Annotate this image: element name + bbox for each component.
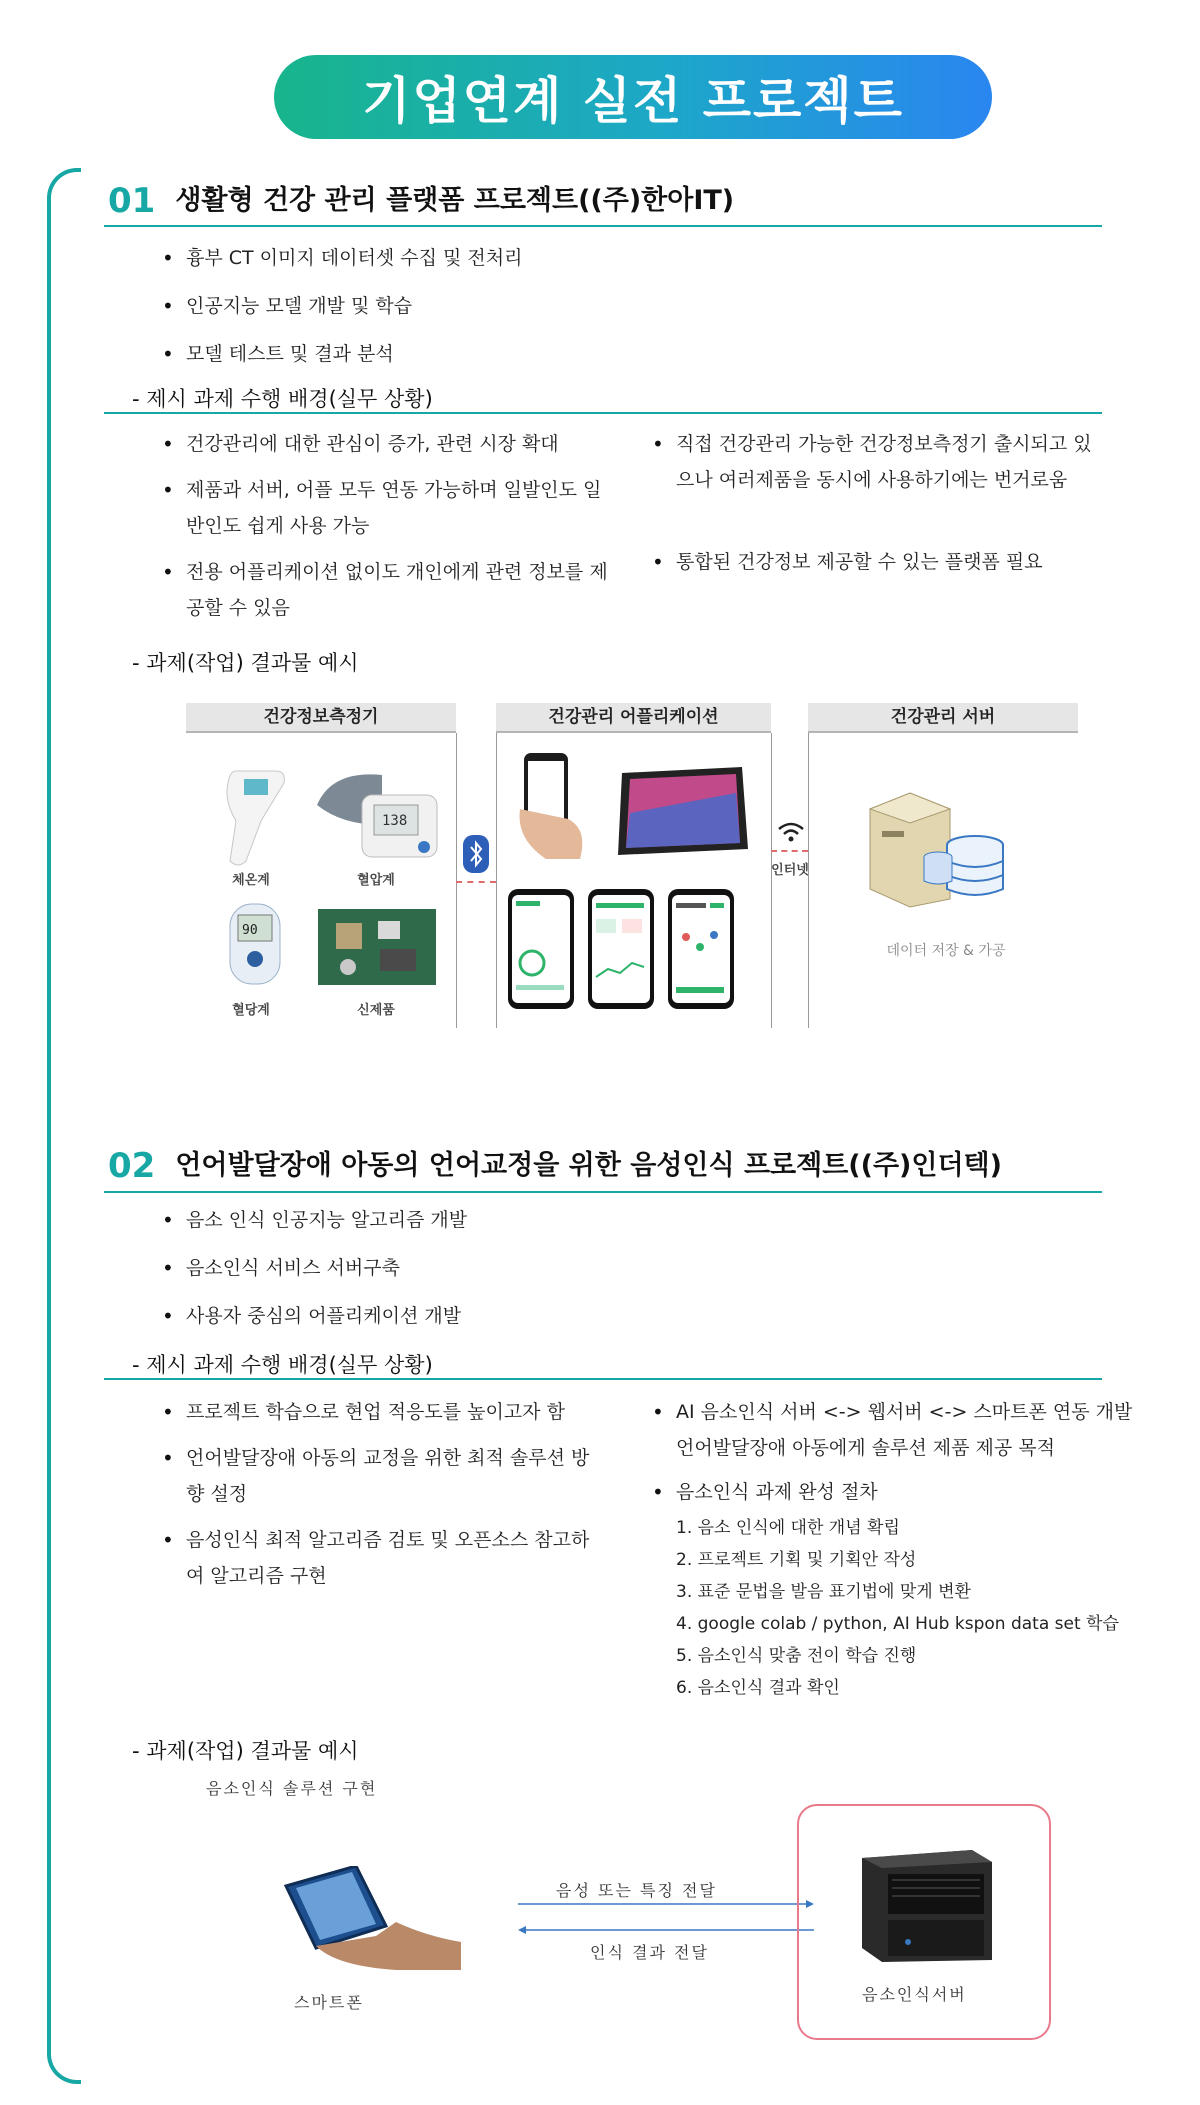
server-tower-icon [852,1844,1002,1964]
app-screen-icon [666,887,736,1013]
arrow-label-top: 음성 또는 특징 전달 [556,1881,717,1900]
thermometer-icon [206,761,296,871]
smartphone-label: 스마트폰 [294,1993,364,2012]
server-caption: 데이터 저장 & 가공 [886,943,1006,959]
server-database-icon [860,789,1010,909]
app-screen-icon [586,887,656,1013]
column-header: 건강관리 어플리케이션 [496,703,771,733]
blood-pressure-monitor-icon [312,765,442,865]
list-item: • 음소 인식 인공지능 알고리즘 개발 [160,1196,860,1244]
svg-text:138: 138 [382,813,408,829]
project-number: 02 [108,1146,156,1186]
bluetooth-icon [463,835,489,873]
background-list-right [650,426,1100,580]
divider [104,225,1102,227]
background-heading: - 제시 과제 수행 배경(실무 상황) [132,387,433,411]
svg-text:90: 90 [242,923,258,938]
task-list [160,234,860,378]
result-heading: - 과제(작업) 결과물 예시 [132,651,359,675]
list-item: 2. 프로젝트 기획 및 기획안 작성 [676,1550,917,1570]
list-item: • AI 음소인식 서버 <-> 웹서버 <-> 스마트폰 연동 개발 언어발달장애 아동에게 솔루션 제품 제공 목적 [650,1394,1140,1466]
column-header: 건강관리 서버 [808,703,1078,733]
list-item: • 통합된 건강정보 제공할 수 있는 플랫폼 필요 [650,544,1100,580]
list-item: • 인공지능 모델 개발 및 학습 [160,282,860,330]
page-title: 기업연계 실전 프로젝트 [274,55,992,139]
result-heading: - 과제(작업) 결과물 예시 [132,1739,359,1763]
list-item: • 음소인식 과제 완성 절차 [650,1474,1140,1510]
list-item: 5. 음소인식 맞춤 전이 학습 진행 [676,1646,917,1666]
project-title: 생활형 건강 관리 플랫폼 프로젝트((주)한아IT) [175,185,735,216]
task-list [160,1196,860,1340]
procedure-steps [676,1512,1176,1704]
project-number: 01 [108,181,156,221]
list-item: • 음성인식 최적 알고리즘 검토 및 오픈소스 참고하여 알고리즘 구현 [160,1522,590,1594]
divider [104,1378,1102,1380]
divider [104,1191,1102,1193]
device-label: 체온계 [232,873,270,888]
link-label: 인터넷 [771,863,809,878]
list-item: • 직접 건강관리 가능한 건강정보측정기 출시되고 있으나 여러제품을 동시에 사용하기에는 번거로움 [650,426,1100,498]
glucose-meter-icon [220,899,290,989]
arrow-label-bottom: 인식 결과 전달 [590,1943,709,1962]
background-list-left [160,1394,590,1594]
list-item: • 건강관리에 대한 관심이 증가, 관련 시장 확대 [160,426,610,462]
list-item: 1. 음소 인식에 대한 개념 확립 [676,1518,900,1538]
device-label: 혈당계 [232,1003,270,1018]
project-title: 언어발달장애 아동의 언어교정을 위한 음성인식 프로젝트((주)인더텍) [175,1150,1002,1181]
divider [104,412,1102,414]
background-list-left [160,426,610,626]
tablet-icon [610,763,750,859]
list-item: • 전용 어플리케이션 없이도 개인에게 관련 정보를 제공할 수 있음 [160,554,610,626]
background-list-right [650,1394,1140,1510]
wifi-icon [777,821,805,843]
device-label: 신제품 [357,1003,395,1018]
list-item: • 언어발달장애 아동의 교정을 위한 최적 솔루션 방향 설정 [160,1440,590,1512]
list-item: • 사용자 중심의 어플리케이션 개발 [160,1292,860,1340]
arrow-right-icon [516,1898,816,1910]
figure-title: 음소인식 솔루션 구현 [206,1779,378,1798]
device-label: 혈압계 [357,873,395,888]
project-02-heading [108,1142,1002,1186]
health-platform-figure [186,703,1078,1028]
list-item: • 제품과 서버, 어플 모두 연동 가능하며 일발인도 일반인도 쉽게 사용 가능 [160,472,610,544]
list-item: 3. 표준 문법을 발음 표기법에 맞게 변환 [676,1582,971,1602]
section-bracket [47,168,81,2084]
smartphone-icon [516,749,596,869]
list-item: 4. google colab / python, AI Hub kspon data set 학습 [676,1614,1119,1634]
list-item: • 음소인식 서비스 서버구축 [160,1244,860,1292]
list-item: • 프로젝트 학습으로 현업 적응도를 높이고자 함 [160,1394,590,1430]
arrow-left-icon [516,1924,816,1936]
list-item: 6. 음소인식 결과 확인 [676,1678,840,1698]
app-screen-icon [506,887,576,1013]
circuit-board-icon [318,909,436,985]
smartphone-hand-icon [276,1866,466,1976]
background-heading: - 제시 과제 수행 배경(실무 상황) [132,1353,433,1377]
server-label: 음소인식서버 [862,1985,967,2004]
column-header: 건강정보측정기 [186,703,456,733]
project-01-heading [108,177,734,221]
list-item: • 모델 테스트 및 결과 분석 [160,330,860,378]
list-item: • 흉부 CT 이미지 데이터셋 수집 및 전처리 [160,234,860,282]
